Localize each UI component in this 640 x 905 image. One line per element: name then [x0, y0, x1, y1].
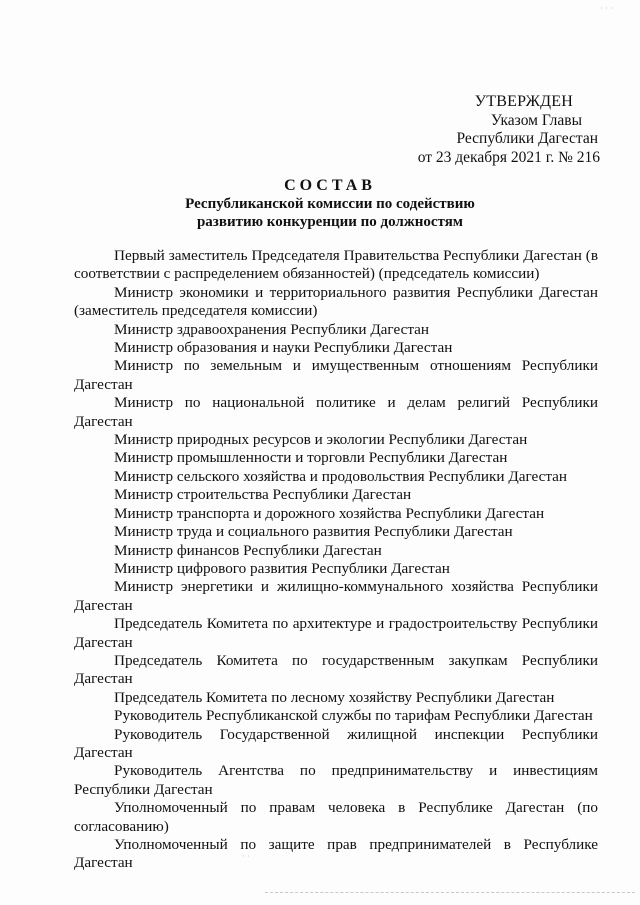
member-item: Уполномоченный по защите прав предпринимателей в Республике Дагестан — [74, 836, 598, 872]
member-item: Председатель Комитета по лесному хозяйству Республики Дагестан — [114, 688, 555, 706]
member-item: Министр по национальной политике и делам религий Республики Дагестан — [74, 394, 598, 430]
member-item: Министр экономики и территориального развития Республики Дагестан (заместитель председателя комиссии) — [74, 283, 598, 320]
member-item: Руководитель Агентства по предпринимательству и инвестициям Республики Дагестан — [74, 762, 598, 798]
approval-authority-line: Республики Дагестан — [456, 130, 598, 147]
member-item: Министр труда и социального развития Республики Дагестан — [114, 523, 513, 541]
approval-title: УТВЕРЖДЕН — [474, 93, 573, 110]
member-item: Министр строительства Республики Дагестан — [114, 486, 412, 504]
document-subtitle-line-1: Республиканской комиссии по содействию — [185, 196, 475, 212]
member-item: Первый заместитель Председателя Правительства Республики Дагестан (в соответствии с распределением обязанностей) (председатель комиссии) — [74, 247, 598, 283]
member-item: Министр образования и науки Республики Дагестан — [114, 339, 453, 357]
member-item: Министр природных ресурсов и экологии Республики Дагестан — [114, 431, 528, 449]
member-item: Уполномоченный по правам человека в Республике Дагестан (по согласованию) — [74, 799, 598, 835]
scan-speck: · · · — [600, 4, 613, 13]
document-subtitle-line-2: развитию конкуренции по должностям — [196, 213, 464, 230]
member-item: Министр финансов Республики Дагестан — [114, 541, 382, 559]
approval-decree-line: Указом Главы — [490, 111, 582, 129]
member-item: Председатель Комитета по архитектуре и градостроительству Республики Дагестан — [74, 615, 598, 651]
scan-speck: · · — [242, 852, 250, 861]
member-item: Министр сельского хозяйства и продовольствия Республики Дагестан — [114, 467, 568, 485]
document-title: СОСТАВ — [284, 177, 376, 194]
document-heading — [60, 176, 600, 231]
member-item: Министр промышленности и торговли Республики Дагестан — [114, 449, 508, 467]
member-item: Министр транспорта и дорожного хозяйства Республики Дагестан — [114, 504, 545, 522]
scan-edge-line — [265, 892, 635, 893]
member-item: Министр здравоохранения Республики Дагестан — [114, 320, 430, 338]
member-list — [74, 247, 598, 873]
member-item: Министр по земельным и имущественным отношениям Республики Дагестан — [74, 357, 598, 393]
member-item: Министр цифрового развития Республики Дагестан — [114, 559, 450, 577]
approval-date-line: от 23 декабря 2021 г. № 216 — [417, 148, 600, 166]
member-item: Руководитель Республиканской службы по тарифам Республики Дагестан — [114, 707, 593, 725]
member-item: Председатель Комитета по государственным закупкам Республики Дагестан — [74, 651, 598, 688]
member-item: Министр энергетики и жилищно-коммунального хозяйства Республики Дагестан — [74, 578, 598, 614]
member-item: Руководитель Государственной жилищной инспекции Республики Дагестан — [74, 725, 598, 761]
approval-stamp — [400, 93, 600, 167]
